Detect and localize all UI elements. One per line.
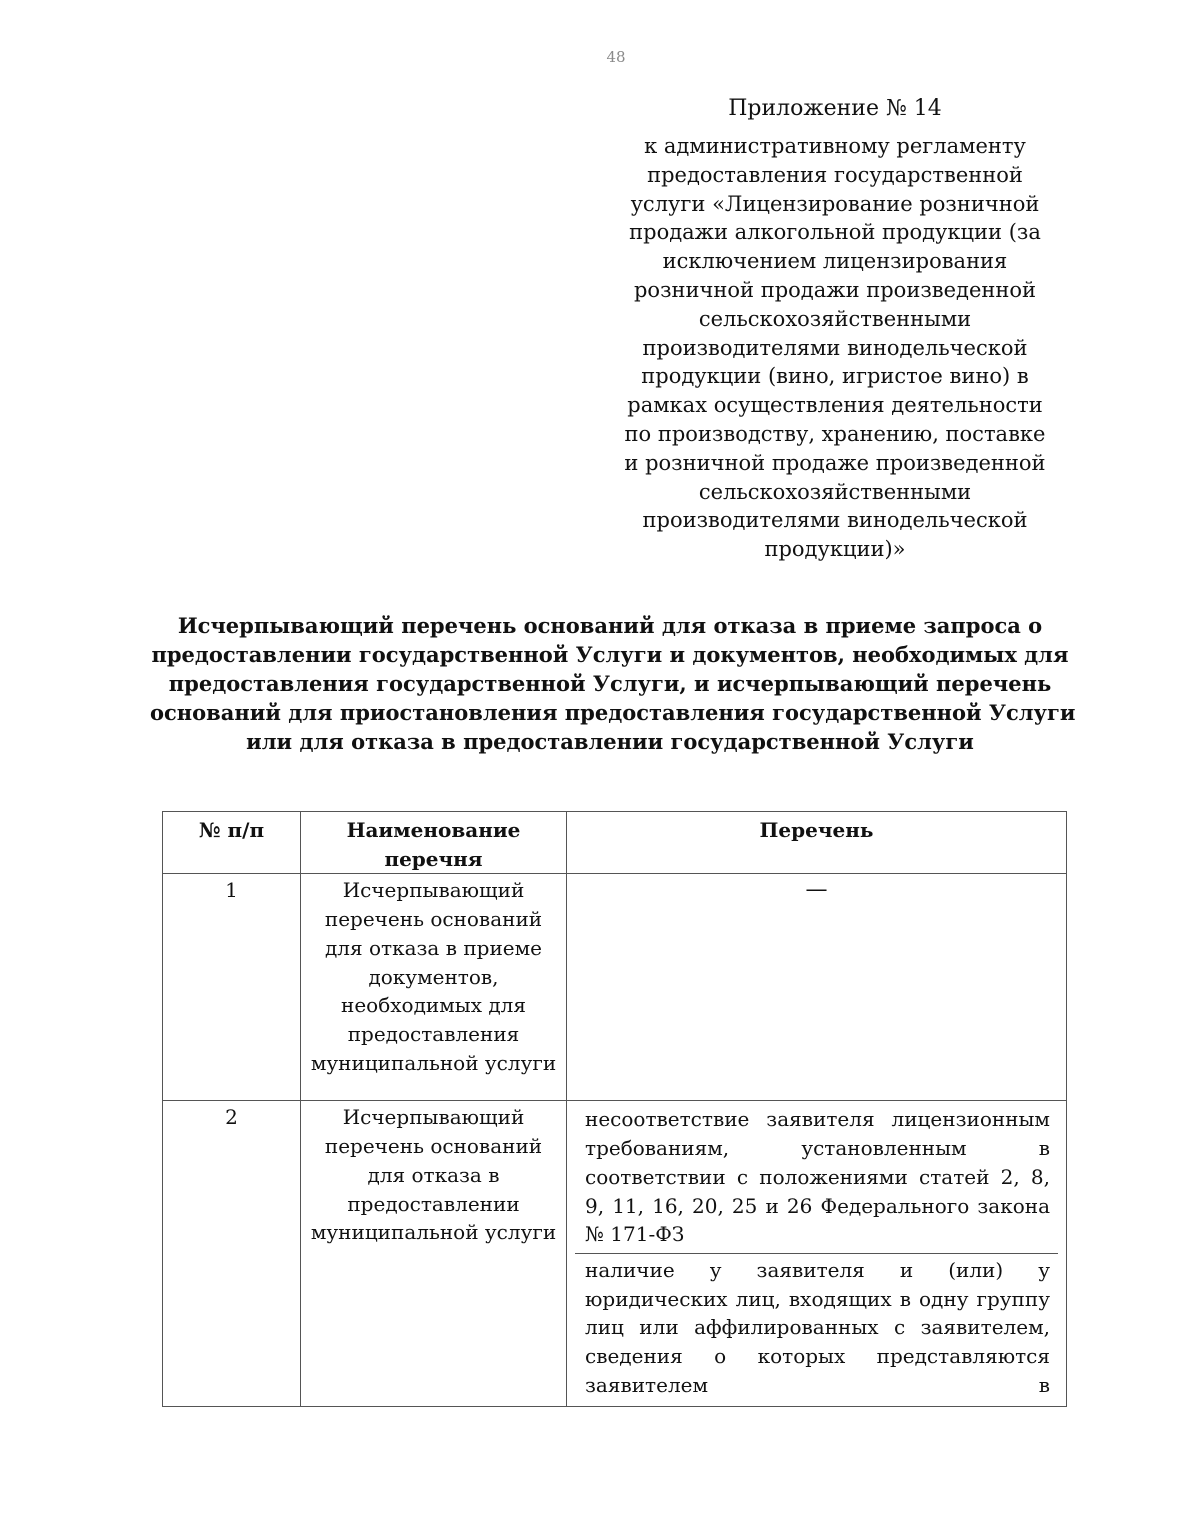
- table-row: [163, 1101, 1067, 1407]
- row-name: Исчерпывающий перечень оснований для отказа в приеме документов, необходимых для предоставления муниципальной услуги: [301, 874, 567, 1101]
- row-name: Исчерпывающий перечень оснований для отказа в предоставлении муниципальной услуги: [301, 1101, 567, 1407]
- list-item: несоответствие заявителя лицензионным требованиям, установленным в соответствии с положениями статей 2, 8, 9, 11, 16, 20, 25 и 26 Федерального закона № 171-ФЗ: [585, 1107, 1050, 1247]
- appendix-line: исключением лицензирования: [662, 249, 1008, 274]
- header-number: № п/п: [163, 812, 301, 874]
- appendix-line: рамках осуществления деятельности: [627, 393, 1043, 418]
- header-list: Перечень: [567, 812, 1067, 874]
- row-list: [567, 1101, 1067, 1407]
- heading-line: Исчерпывающий перечень оснований для отказа в приеме запроса о: [177, 613, 1043, 638]
- row-number: 2: [163, 1101, 301, 1407]
- heading-line: оснований для приостановления предоставления государственной Услуги: [150, 700, 1076, 725]
- page-number: 48: [606, 48, 626, 66]
- appendix-line: по производству, хранению, поставке: [624, 421, 1046, 446]
- grounds-table: [162, 811, 1067, 1407]
- appendix-line: продукции (вино, игристое вино) в: [641, 364, 1029, 389]
- heading-line: или для отказа в предоставлении государственной Услуги: [246, 729, 974, 754]
- appendix-line: производителями винодельческой: [642, 508, 1028, 533]
- appendix-title: Приложение № 14: [728, 96, 942, 121]
- appendix-line: предоставления государственной: [647, 162, 1023, 187]
- row-list-empty: —: [567, 874, 1067, 1101]
- table-header-row: [163, 812, 1067, 874]
- header-name: Наименование перечня: [301, 812, 567, 874]
- document-heading: [150, 611, 1076, 756]
- row-number: 1: [163, 874, 301, 1101]
- heading-line: предоставлении государственной Услуги и документов, необходимых для: [151, 642, 1069, 667]
- appendix-line: и розничной продаже произведенной: [624, 450, 1046, 475]
- appendix-line: производителями винодельческой: [642, 335, 1028, 360]
- appendix-line: к административному регламенту: [644, 134, 1026, 158]
- appendix-description: [600, 132, 1070, 564]
- appendix-line: продукции)»: [764, 537, 906, 562]
- list-item: наличие у заявителя и (или) у юридических лиц, входящих в одну группу лиц или аффилированных с заявителем, сведения о которых представляются заявителем в: [575, 1253, 1058, 1406]
- table-row: [163, 874, 1067, 1101]
- appendix-line: сельскохозяйственными: [698, 306, 972, 331]
- appendix-line: розничной продажи произведенной: [633, 277, 1037, 302]
- heading-line: предоставления государственной Услуги, и исчерпывающий перечень: [168, 671, 1052, 696]
- appendix-line: услуги «Лицензирование розничной: [630, 191, 1040, 216]
- appendix-line: продажи алкогольной продукции (за: [629, 220, 1041, 245]
- appendix-line: сельскохозяйственными: [698, 479, 972, 504]
